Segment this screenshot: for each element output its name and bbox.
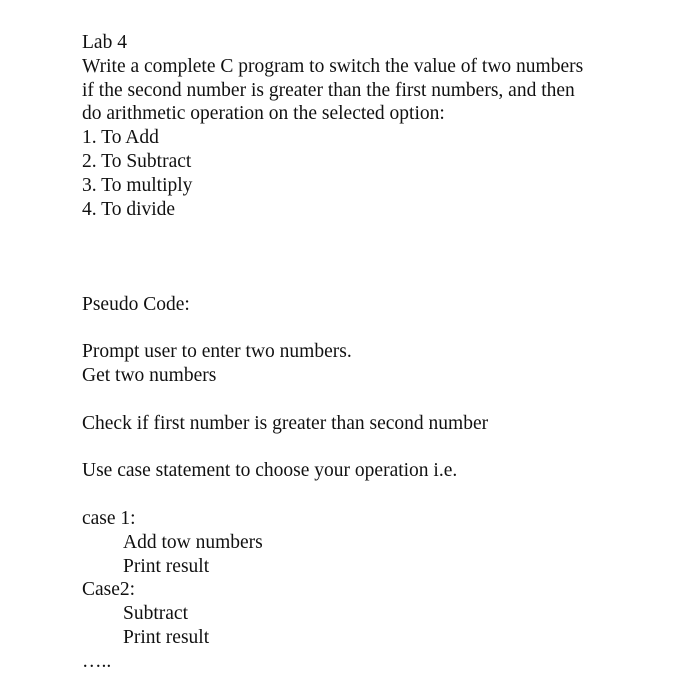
task-line-1: Write a complete C program to switch the value of two numbers xyxy=(82,55,584,77)
get-numbers-line: Get two numbers xyxy=(82,365,217,387)
continuation-ellipsis: ….. xyxy=(82,650,112,672)
case2-step-subtract: Subtract xyxy=(123,603,188,625)
spacer xyxy=(82,436,672,460)
prompt-line: Prompt user to enter two numbers. xyxy=(82,341,352,363)
spacer xyxy=(82,388,672,412)
task-line-2: if the second number is greater than the first numbers, and then xyxy=(82,79,575,101)
option-subtract: 2. To Subtract xyxy=(82,150,192,172)
case1-step-print: Print result xyxy=(123,555,210,577)
pseudo-code-heading: Pseudo Code: xyxy=(82,293,190,315)
case2-step-print: Print result xyxy=(123,626,210,648)
case1-label: case 1: xyxy=(82,507,136,529)
spacer xyxy=(82,269,672,293)
spacer xyxy=(82,483,672,507)
option-divide: 4. To divide xyxy=(82,198,176,220)
lab-title: Lab 4 xyxy=(82,32,127,53)
case-intro-line: Use case statement to choose your operation i.e. xyxy=(82,460,458,482)
spacer xyxy=(82,221,672,245)
spacer xyxy=(82,245,672,269)
case1-step-add: Add tow numbers xyxy=(123,531,263,553)
spacer xyxy=(82,317,672,341)
check-line: Check if first number is greater than second number xyxy=(82,412,489,434)
option-add: 1. To Add xyxy=(82,127,159,149)
task-line-3: do arithmetic operation on the selected option: xyxy=(82,103,445,125)
option-multiply: 3. To multiply xyxy=(82,174,193,196)
case2-label: Case2: xyxy=(82,579,136,601)
document-body xyxy=(82,31,672,674)
